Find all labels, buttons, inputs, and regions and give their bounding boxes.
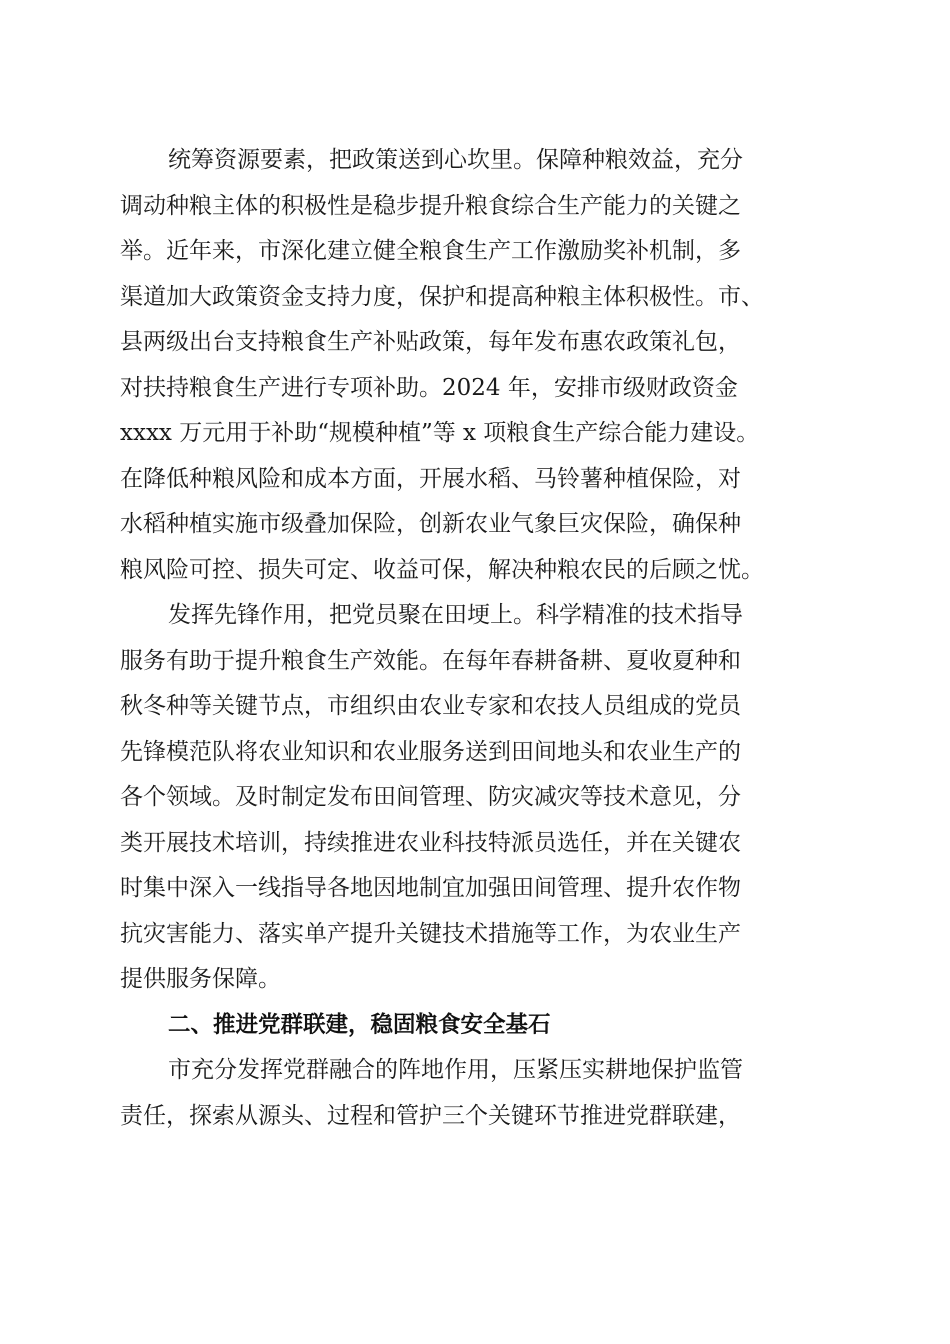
- paragraph-line: 对扶持粮食生产进行专项补助。2024 年，安排市级财政资金: [120, 374, 738, 401]
- paragraph-line: 先锋模范队将农业知识和农业服务送到田间地头和农业生产的: [120, 738, 741, 765]
- document-body: [120, 138, 832, 1139]
- paragraph-resource-factors: [120, 138, 832, 593]
- paragraph-line: 在降低种粮风险和成本方面，开展水稻、马铃薯种植保险，对: [120, 465, 741, 492]
- paragraph-party-mass-integration: [120, 1048, 832, 1139]
- paragraph-vanguard-role: [120, 593, 832, 1003]
- paragraph-line: 秋冬种等关键节点，市组织由农业专家和农技人员组成的党员: [120, 693, 741, 719]
- paragraph-line: 县两级出台支持粮食生产补贴政策，每年发布惠农政策礼包，: [120, 329, 741, 355]
- paragraph-line: 渠道加大政策资金支持力度，保护和提高种粮主体积极性。市、: [120, 283, 764, 310]
- paragraph-line: xxxx 万元用于补助“规模种植”等 x 项粮食生产综合能力建设。: [120, 420, 760, 446]
- paragraph-line: 水稻种植实施市级叠加保险，创新农业气象巨灾保险，确保种: [120, 511, 741, 537]
- paragraph-line: 时集中深入一线指导各地因地制宜加强田间管理、提升农作物: [120, 875, 741, 901]
- paragraph-line: 统筹资源要素，把政策送到心坎里。保障种粮效益，充分: [168, 147, 743, 173]
- paragraph-line: 市充分发挥党群融合的阵地作用，压紧压实耕地保护监管: [168, 1057, 743, 1083]
- section-heading: 二、推进党群联建，稳固粮食安全基石: [168, 1011, 551, 1038]
- paragraph-line: 各个领域。及时制定发布田间管理、防灾减灾等技术意见，分: [120, 784, 741, 810]
- paragraph-line: 发挥先锋作用，把党员聚在田埂上。科学精准的技术指导: [168, 602, 743, 628]
- paragraph-line: 责任，探索从源头、过程和管护三个关键环节推进党群联建，: [120, 1102, 741, 1129]
- paragraph-line: 举。近年来，市深化建立健全粮食生产工作激励奖补机制，多: [120, 238, 741, 264]
- paragraph-line: 调动种粮主体的积极性是稳步提升粮食综合生产能力的关键之: [120, 192, 741, 219]
- paragraph-line: 类开展技术培训，持续推进农业科技特派员选任，并在关键农: [120, 829, 741, 856]
- paragraph-line: 提供服务保障。: [120, 966, 281, 992]
- paragraph-line: 粮风险可控、损失可定、收益可保，解决种粮农民的后顾之忧。: [120, 556, 764, 583]
- paragraph-line: 服务有助于提升粮食生产效能。在每年春耕备耕、夏收夏种和: [120, 647, 741, 674]
- paragraph-line: 抗灾害能力、落实单产提升关键技术措施等工作，为农业生产: [120, 920, 741, 947]
